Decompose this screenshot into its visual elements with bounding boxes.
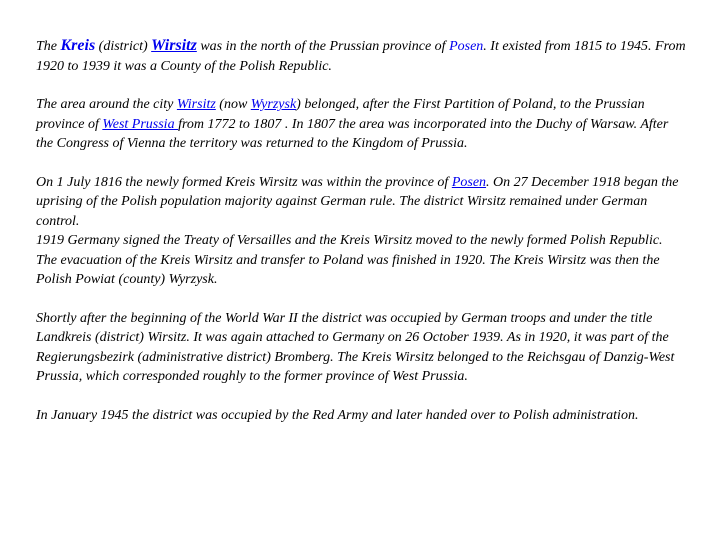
link-posen-2[interactable]: Posen bbox=[451, 174, 487, 190]
link-west-prussia[interactable]: West Prussia bbox=[102, 116, 179, 132]
text: (district) bbox=[95, 39, 152, 54]
link-posen[interactable]: Posen bbox=[449, 39, 484, 54]
paragraph-history bbox=[36, 95, 686, 154]
paragraph-ww2: Shortly after the beginning of the World War II the district was occupied by German troops and under the title Landkreis (district) Wirsitz. It was again attached to Germany on 26 October 1939. As in 1920, it was part of the Regierungsbezirk (administrative district) Bromberg. The Kreis Wirsitz belonged to the Reichsgau of Danzig-West Prussia, which corresponded roughly to the former province of West Prussia. bbox=[36, 310, 675, 384]
text: . It existed from 1815 to 1945. From 1920 to 1939 it was a County of the Polish Republic. bbox=[36, 39, 686, 74]
document-body bbox=[36, 36, 686, 444]
text: On 1 July 1816 the newly formed Kreis Wirsitz was within the province of bbox=[36, 174, 452, 190]
paragraph-1816 bbox=[36, 173, 686, 232]
text: ) belonged, after the First Partition of Poland, to the Prussian province of bbox=[36, 97, 645, 132]
paragraph-1945: In January 1945 the district was occupied by the Red Army and later handed over to Polish administration. bbox=[36, 407, 639, 423]
link-wyrzysk[interactable]: Wyrzysk bbox=[250, 97, 297, 112]
text: was in the north of the Prussian province of bbox=[196, 39, 450, 54]
text: . On 27 December 1918 began the uprising of the Polish population majority against German rule. The district Wirsitz remained under German control. bbox=[36, 174, 679, 229]
text: The bbox=[36, 39, 61, 54]
link-wirsitz[interactable]: Wirsitz bbox=[151, 37, 197, 54]
paragraph-intro bbox=[36, 36, 686, 76]
text: (now bbox=[215, 97, 251, 112]
text: from 1772 to 1807 . In 1807 the area was incorporated into the Duchy of Warsaw. After the Congress of Vienna the territory was returned to the Kingdom of Prussia. bbox=[36, 116, 669, 151]
link-wirsitz-city[interactable]: Wirsitz bbox=[176, 97, 216, 112]
text: The area around the city bbox=[36, 97, 177, 112]
paragraph-1919: 1919 Germany signed the Treaty of Versailles and the Kreis Wirsitz moved to the newly formed Polish Republic. The evacuation of the Kreis Wirsitz and transfer to Poland was finished in 1920. The Kreis Wirsitz was then the Polish Powiat (county) Wyrzysk. bbox=[36, 233, 663, 287]
link-kreis[interactable]: Kreis bbox=[60, 37, 96, 54]
